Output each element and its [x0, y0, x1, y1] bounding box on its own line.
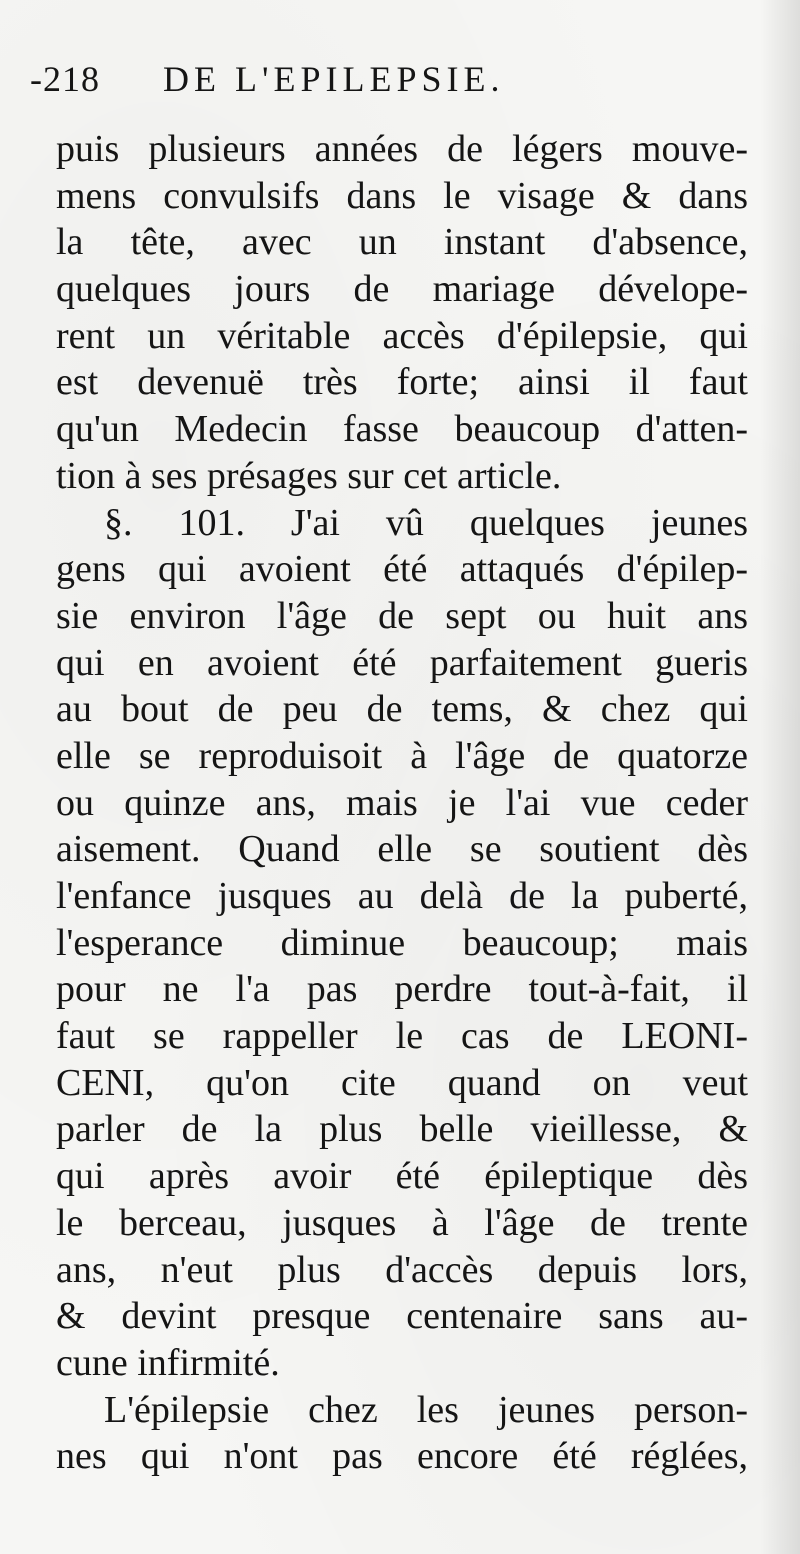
text-line: tion à ses présages sur cet article.: [56, 454, 562, 497]
text-line: sie environ l'âge de sept ou huit ans: [56, 594, 748, 637]
text-line: rent un véritable accès d'épilepsie, qui: [56, 314, 748, 357]
running-title: DE L'EPILEPSIE.: [163, 59, 505, 99]
text-line: le berceau, jusques à l'âge de trente: [56, 1201, 748, 1244]
text-line: ans, n'eut plus d'accès depuis lors,: [56, 1248, 748, 1291]
text-line: la tête, avec un instant d'absence,: [56, 221, 748, 264]
text-line: pour ne l'a pas perdre tout-à-fait, il: [56, 968, 748, 1011]
text-line: parler de la plus belle vieillesse, &: [56, 1108, 748, 1151]
text-line: & devint presque centenaire sans au-: [56, 1295, 748, 1338]
text-line: qui en avoient été parfaitement gueris: [56, 641, 748, 684]
text-line: qu'un Medecin fasse beaucoup d'atten-: [56, 408, 748, 451]
text-line: CENI, qu'on cite quand on veut: [56, 1061, 748, 1104]
text-line: qui après avoir été épileptique dès: [56, 1155, 748, 1198]
running-head: [30, 54, 750, 104]
text-line: est devenuë très forte; ainsi il faut: [56, 361, 748, 404]
paragraph-start-line: L'épilepsie chez les jeunes person-: [104, 1388, 748, 1431]
text-line: aisement. Quand elle se soutient dès: [56, 828, 748, 871]
page-edge-shadow: [760, 0, 800, 1554]
page-number: -218: [30, 59, 100, 99]
text-line: elle se reproduisoit à l'âge de quatorze: [56, 734, 748, 777]
text-line: l'esperance diminue beaucoup; mais: [56, 921, 748, 964]
text-line: cune infirmité.: [56, 1341, 280, 1384]
text-line: quelques jours de mariage dévelope-: [56, 268, 748, 311]
text-line: gens qui avoient été attaqués d'épilep-: [56, 548, 748, 591]
text-line: mens convulsifs dans le visage & dans: [56, 174, 748, 217]
text-line: au bout de peu de tems, & chez qui: [56, 688, 748, 731]
text-line: l'enfance jusques au delà de la puberté,: [56, 875, 748, 917]
text-line: faut se rappeller le cas de LEONI-: [56, 1015, 748, 1058]
text-line: ou quinze ans, mais je l'ai vue ceder: [56, 781, 748, 824]
body-text: [56, 126, 748, 1480]
text-line: nes qui n'ont pas encore été réglées,: [56, 1435, 748, 1478]
text-line: puis plusieurs années de légers mouve-: [56, 128, 748, 170]
section-heading-line: §. 101. J'ai vû quelques jeunes: [104, 501, 748, 544]
